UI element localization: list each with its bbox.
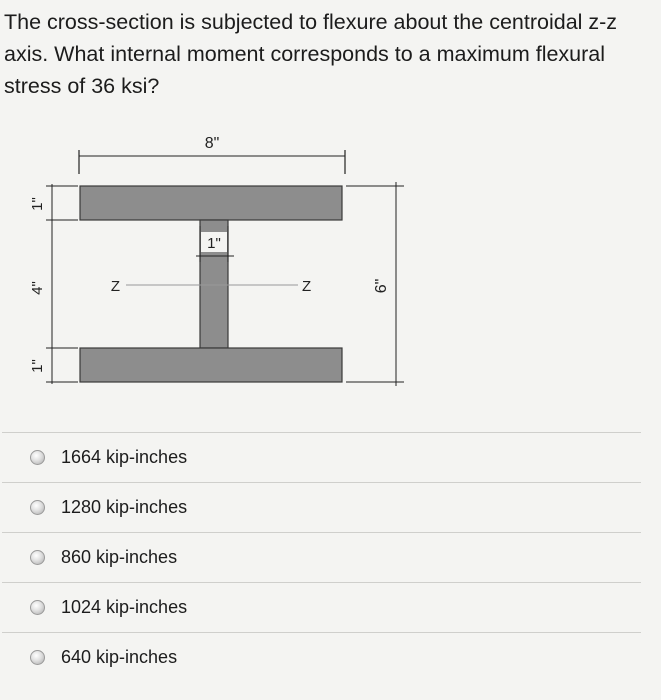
option-1024[interactable]	[0, 583, 661, 632]
option-label: 1664 kip-inches	[61, 447, 188, 467]
radio-button[interactable]	[30, 450, 45, 465]
top-flange-thickness-label: 1"	[29, 197, 46, 211]
option-label: 640 kip-inches	[61, 647, 178, 667]
option-label: 860 kip-inches	[61, 547, 178, 567]
web-thickness-label: 1"	[207, 235, 221, 252]
question-text: The cross-section is subjected to flexure about the centroidal z-z axis. What internal moment corresponds to a maximum flexural stress of 36 ksi?	[4, 10, 618, 98]
option-860[interactable]	[0, 533, 661, 582]
option-640[interactable]	[0, 633, 661, 682]
option-label: 1280 kip-inches	[61, 497, 188, 517]
radio-button[interactable]	[30, 550, 45, 565]
total-height-label: 6"	[373, 278, 390, 294]
cross-section-diagram	[0, 122, 661, 422]
axis-label-left: Z	[110, 278, 120, 295]
radio-button[interactable]	[30, 600, 45, 615]
top-flange	[80, 186, 342, 220]
option-1664[interactable]	[0, 433, 661, 482]
radio-button[interactable]	[30, 650, 45, 665]
option-label: 1024 kip-inches	[61, 597, 188, 617]
web-height-label: 4"	[29, 281, 46, 295]
answer-options	[0, 432, 661, 682]
radio-button[interactable]	[30, 500, 45, 515]
bottom-flange	[80, 348, 342, 382]
cross-section-figure	[0, 122, 661, 422]
option-1280[interactable]	[0, 483, 661, 532]
axis-label-right: Z	[302, 278, 312, 295]
flange-width-label: 8"	[204, 135, 220, 152]
bottom-flange-thickness-label: 1"	[29, 359, 46, 373]
